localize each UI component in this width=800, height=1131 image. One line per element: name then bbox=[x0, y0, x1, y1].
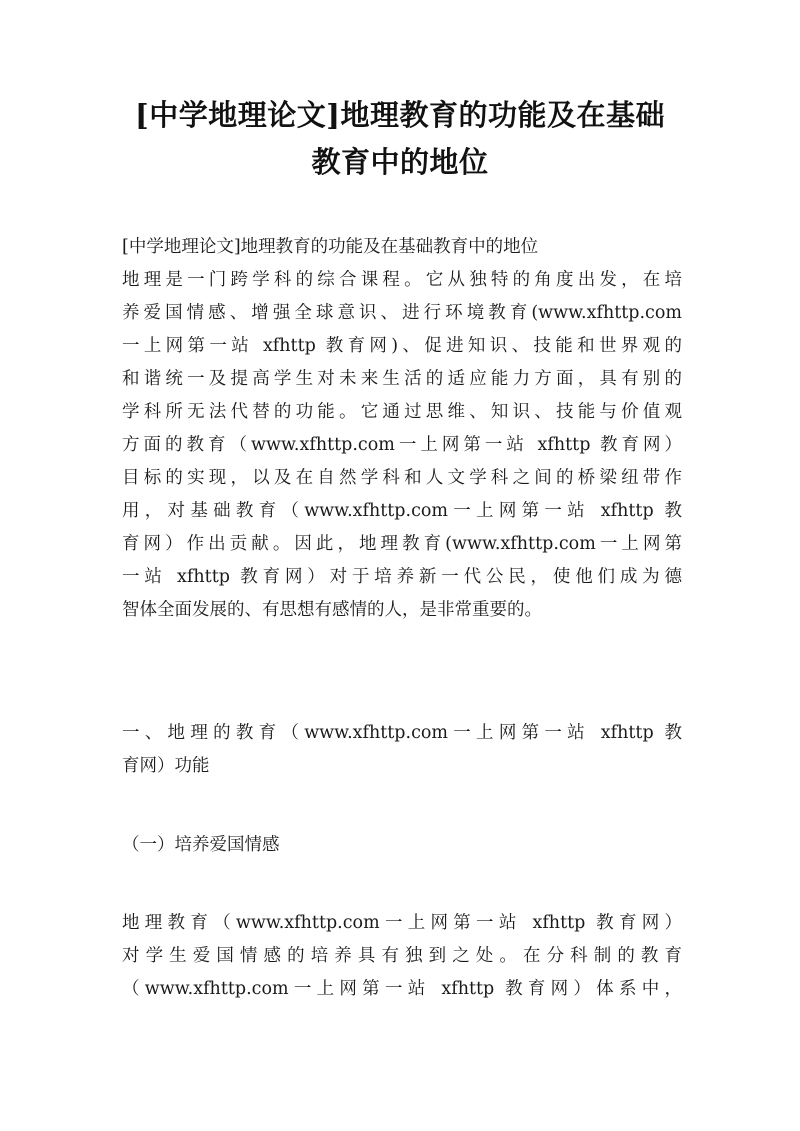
paragraph-1-line: 养爱国情感、增强全球意识、进行环境教育(www.xfhttp.com bbox=[122, 303, 682, 323]
section-1-heading-line: 一、地理的教育（www.xfhttp.com一上网第一站 xfhttp 教 bbox=[122, 723, 682, 743]
subsection-1-heading-block bbox=[122, 829, 682, 862]
paragraph-1-line: 育网）作出贡献。因此，地理教育(www.xfhttp.com一上网第 bbox=[122, 534, 682, 554]
paragraph-1-line: 学科所无法代替的功能。它通过思维、知识、技能与价值观 bbox=[122, 402, 682, 422]
section-1-heading bbox=[122, 717, 682, 783]
paragraph-2-line: 对学生爱国情感的培养具有独到之处。在分科制的教育 bbox=[122, 946, 682, 966]
intro-heading: [中学地理论文]地理教育的功能及在基础教育中的地位 bbox=[122, 237, 539, 257]
paragraph-1-line: 一站 xfhttp 教育网）对于培养新一代公民，使他们成为德 bbox=[122, 567, 682, 587]
paragraph-2-line: （www.xfhttp.com一上网第一站 xfhttp 教育网）体系中， bbox=[122, 979, 682, 999]
paragraph-1-line: 方面的教育（www.xfhttp.com一上网第一站 xfhttp 教育网） bbox=[122, 435, 682, 455]
paragraph-1-line: 智体全面发展的、有思想有感情的人，是非常重要的。 bbox=[122, 600, 542, 620]
paragraph-1-line: 目标的实现，以及在自然学科和人文学科之间的桥梁纽带作 bbox=[122, 468, 682, 488]
paragraph-2 bbox=[122, 907, 682, 1006]
paragraph-1-line: 用，对基础教育（www.xfhttp.com一上网第一站 xfhttp 教 bbox=[122, 501, 682, 521]
paragraph-1-line: 地理是一门跨学科的综合课程。它从独特的角度出发，在培 bbox=[122, 270, 682, 290]
title-line-2: 教育中的地位 bbox=[311, 145, 489, 179]
paragraph-1-line: 一上网第一站 xfhttp 教育网)、促进知识、技能和世界观的 bbox=[122, 336, 682, 356]
paragraph-1-line: 和谐统一及提高学生对未来生活的适应能力方面，具有别的 bbox=[122, 369, 682, 389]
intro-block bbox=[122, 231, 682, 627]
subsection-1-heading: （一）培养爱国情感 bbox=[122, 835, 280, 855]
title-line-1: [中学地理论文]地理教育的功能及在基础 bbox=[135, 98, 665, 132]
document-title bbox=[100, 92, 700, 186]
paragraph-2-line: 地理教育（www.xfhttp.com一上网第一站 xfhttp 教育网） bbox=[122, 913, 682, 933]
section-1-heading-line: 育网）功能 bbox=[122, 756, 210, 776]
